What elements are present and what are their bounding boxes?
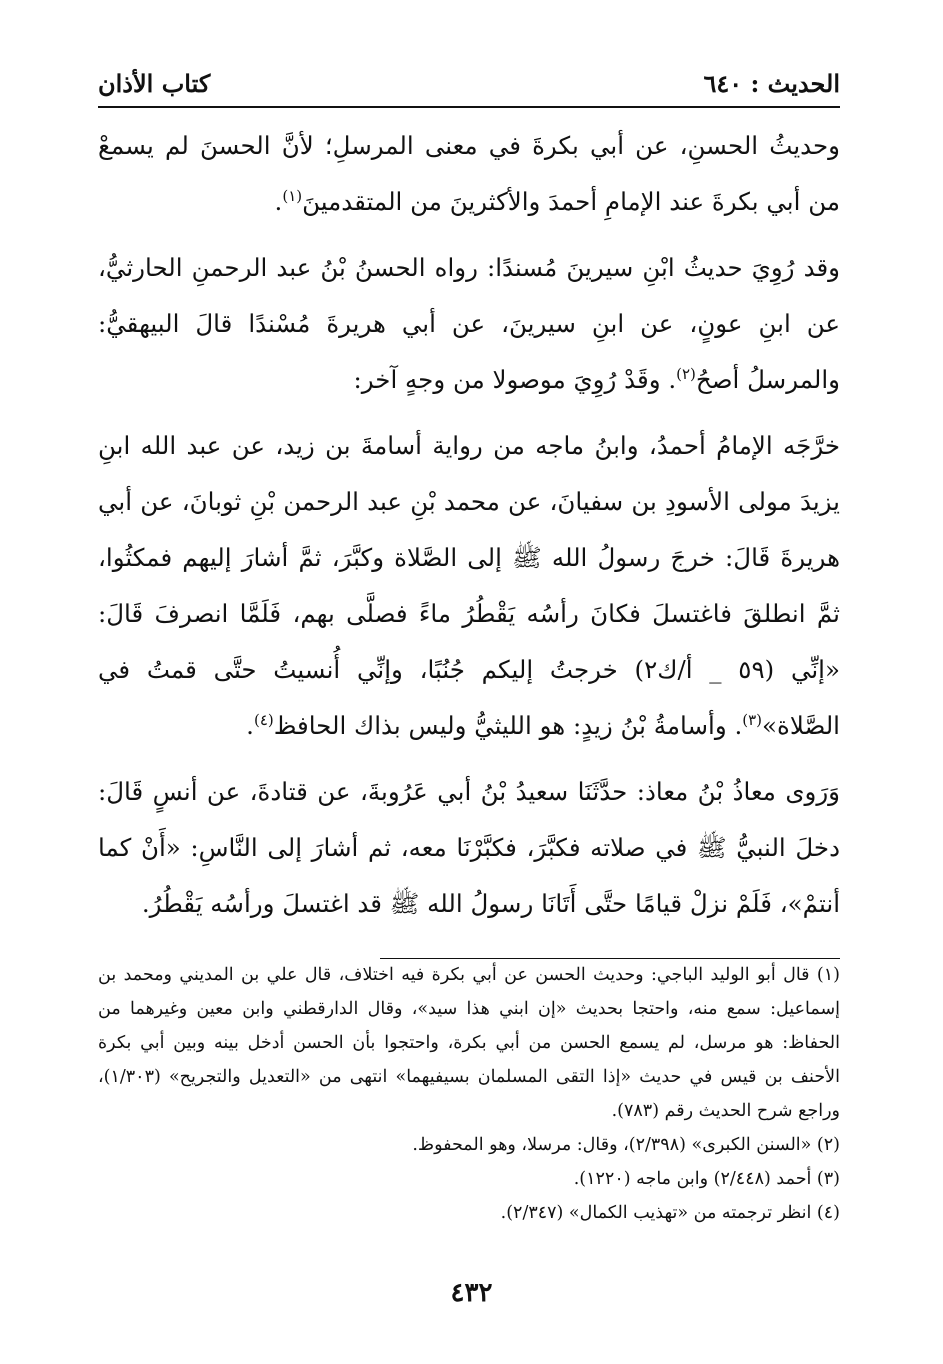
footnote-ref-4[interactable]: (٤) — [253, 710, 274, 729]
footnote-ref-2[interactable]: (٢) — [676, 364, 696, 383]
main-text — [98, 118, 840, 942]
footnote-1: (١) قال أبو الوليد الباجي: وحديث الحسن عن أبي بكرة فيه اختلاف، قال علي بن المديني ومحمد بن إسماعيل: سمع منه، واحتجا بحديث «إن ابني هذا سيد»، وقال الدارقطني وابن معين وغيرهما من الحفاظ: هو مرسل، لم يسمع الحسن من أبي بكرة، واحتجوا بأن الحسن أدخل بينه وبين أبي بكرة الأحنف بن قيس في حديث «إذا التقى المسلمان بسيفيهما» انتهى من «التعديل والتجريح» (١/٣٠٣)، وراجع شرح الحديث رقم (٧٨٣). — [98, 965, 840, 1121]
footnote-ref-1[interactable]: (١) — [282, 186, 303, 205]
hadith-number-label: الحديث : ٦٤٠ — [703, 68, 840, 98]
paragraph-1: وحديثُ الحسنِ، عن أبي بكرةَ في معنى المرسلِ؛ لأنَّ الحسنَ لم يسمعْ من أبي بكرةَ عند الإمامِ أحمدَ والأكثرينَ من المتقدمينَ$^{(١)}$. — [98, 131, 840, 216]
chapter-title: كتاب الأذان — [98, 68, 211, 98]
paragraph-2: وقد رُوِيَ حديثُ ابْنِ سيرينَ مُسندًا: رواه الحسنُ بْنُ عبد الرحمنِ الحارثيُّ، عن ابنِ عونٍ، عن ابنِ سيرينَ، عن أبي هريرةَ مُسْندًا قالَ البيهقيُّ: والمرسلُ أصحُ$^{(٢)}$. وقَدْ رُوِيَ موصولا من وجهٍ آخر: — [98, 253, 840, 394]
footnotes — [98, 958, 840, 1230]
footnote-4: (٤) انظر ترجمته من «تهذيب الكمال» (٢/٣٤٧). — [500, 1203, 840, 1223]
footnote-3: (٣) أحمد (٢/٤٤٨) وابن ماجه (١٢٢٠). — [573, 1169, 840, 1189]
footnote-divider — [380, 958, 840, 959]
page-number: ٤٣٢ — [450, 1278, 493, 1308]
footnote-ref-3[interactable]: (٣) — [742, 710, 763, 729]
paragraph-3: خرَّجَه الإمامُ أحمدُ، وابنُ ماجه من رواية أسامةَ بن زيد، عن عبد الله ابنِ يزيدَ مولى الأسودِ بن سفيانَ، عن محمد بْنِ عبد الرحمن بْنِ ثوبانَ، عن أبي هريرةَ قَالَ: خرجَ رسولُ الله ﷺ إلى الصَّلاة وكبَّرَ، ثمَّ أشارَ إليهم فمكثُوا، ثمَّ انطلقَ فاغتسلَ فكانَ رأسُه يَقْطُرُ ماءً فصلَّى بهم، فَلَمَّا انصرفَ قَالَ: «إنِّي (٥٩ _ أ/ك٢) خرجتُ إليكم جُنُبًا، وإنِّي أُنسيتُ حتَّى قمتُ في الصَّلاة»$^{(٣)}$. وأسامةُ بْنُ زيدٍ: هو الليثيُّ وليس بذاك الحافظ$^{(٤)}$. — [98, 431, 840, 740]
paragraph-4: وَرَوى معاذُ بْنُ معاذ: حدَّثَنَا سعيدُ بْنُ أبي عَرُوبةَ، عن قتادةَ، عن أنسٍ قَالَ: دخلَ النبيُّ ﷺ في صلاته فكبَّرَ، فكبَّرْنَا معه، ثم أشارَ إلى النَّاسِ: «أَنْ كما أنتمْ»، فَلَمْ نزلْ قيامًا حتَّى أَتَانَا رسولُ الله ﷺ قد اغتسلَ ورأسُه يَقْطُرُ. — [98, 777, 840, 918]
page-header — [98, 60, 840, 108]
footnote-2: (٢) «السنن الكبرى» (٢/٣٩٨)، وقال: مرسلا، وهو المحفوظ. — [412, 1135, 840, 1155]
